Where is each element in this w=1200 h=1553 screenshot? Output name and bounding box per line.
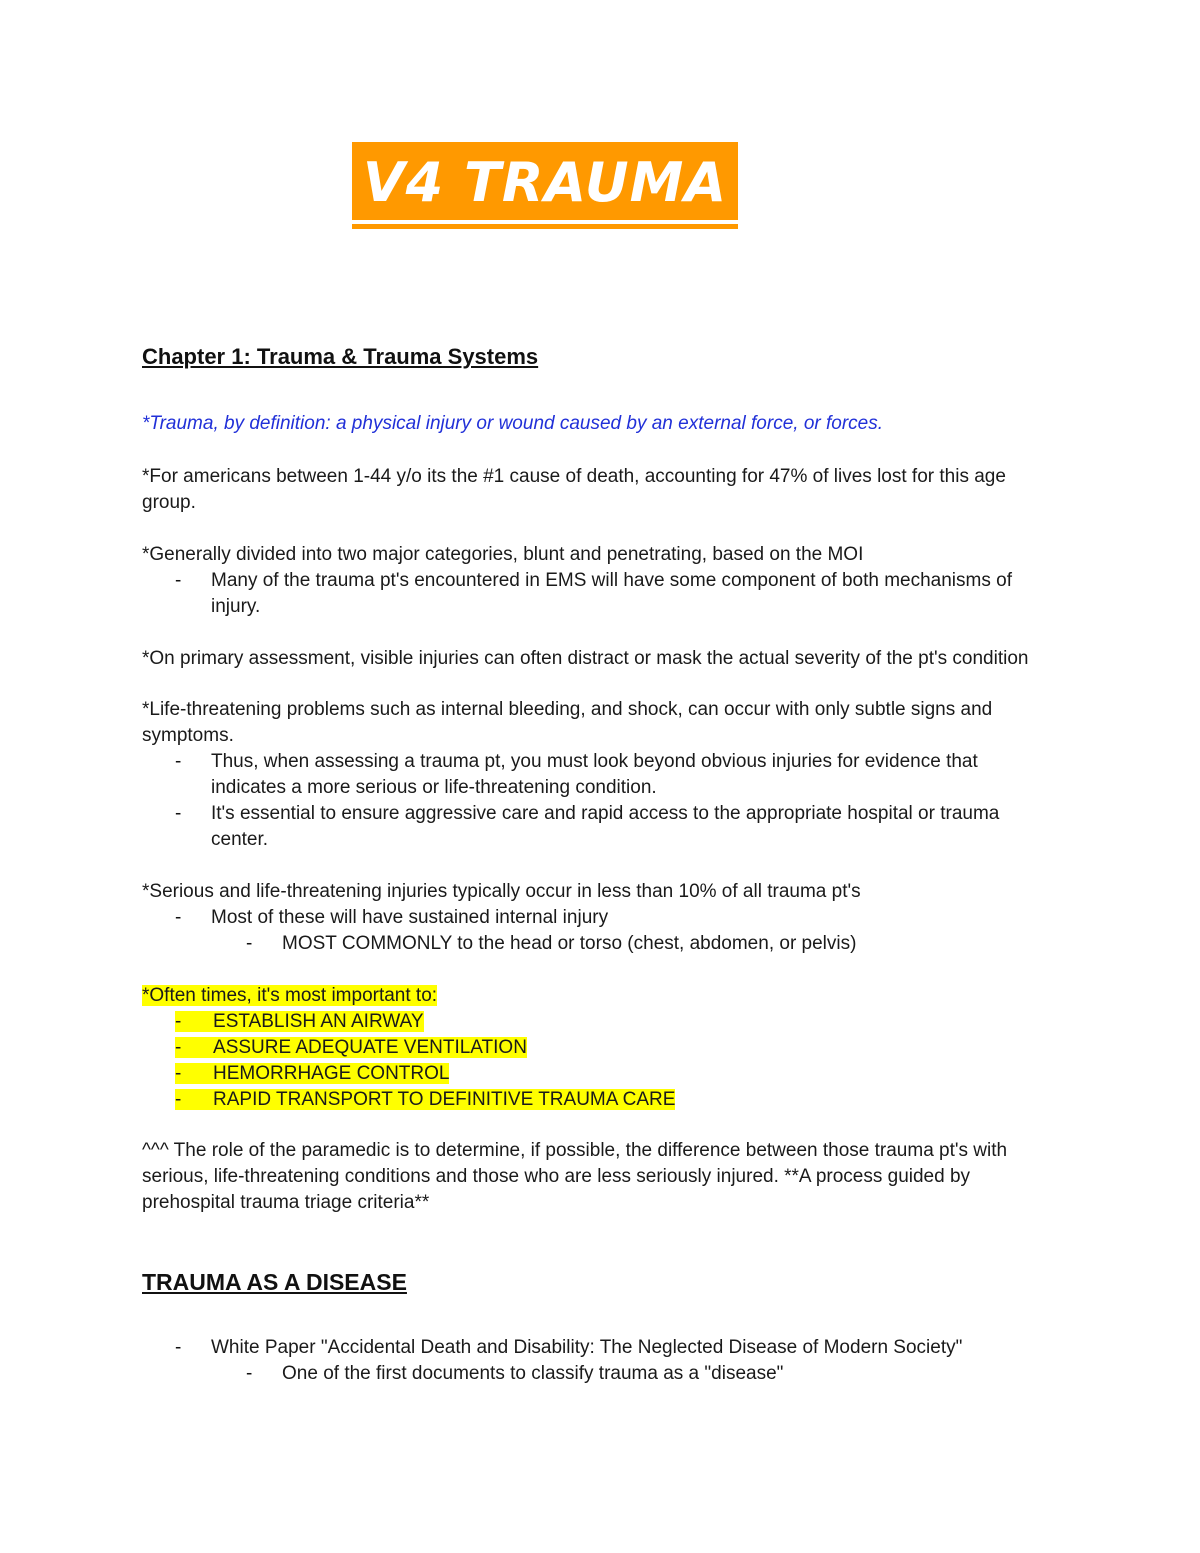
paragraph-line: serious, life-threatening conditions and those who are less seriously injured. **A process guided by xyxy=(142,1166,971,1187)
bullet-text: White Paper "Accidental Death and Disability: The Neglected Disease of Modern Society" xyxy=(211,1337,963,1358)
highlighted-dash: - xyxy=(175,1011,213,1032)
highlighted-list-item xyxy=(175,1087,675,1113)
paragraph-line: *Generally divided into two major categories, blunt and penetrating, based on the MOI xyxy=(142,544,864,565)
paragraph-line: *Life-threatening problems such as internal bleeding, and shock, can occur with only subtle signs and xyxy=(142,699,993,720)
document-title-banner xyxy=(352,142,738,230)
trauma-definition: *Trauma, by definition: a physical injury or wound caused by an external force, or forces. xyxy=(142,413,884,434)
bullet-text: Thus, when assessing a trauma pt, you must look beyond obvious injuries for evidence that xyxy=(211,751,978,772)
highlighted-dash: - xyxy=(175,1089,213,1110)
highlighted-intro xyxy=(142,983,437,1009)
bullet-text: Most of these will have sustained internal injury xyxy=(211,907,609,928)
sub-bullet-text: One of the first documents to classify trauma as a "disease" xyxy=(282,1363,784,1384)
sub-bullet-text: MOST COMMONLY to the head or torso (chest, abdomen, or pelvis) xyxy=(282,933,857,954)
bullet-dash: - xyxy=(175,907,182,928)
bullet-text: Many of the trauma pt's encountered in EMS will have some component of both mechanisms of xyxy=(211,570,1012,591)
bullet-dash: - xyxy=(175,751,182,772)
title-underline xyxy=(352,224,738,229)
section-heading: TRAUMA AS A DISEASE xyxy=(142,1269,407,1295)
paragraph-line: symptoms. xyxy=(142,725,234,746)
chapter-heading: Chapter 1: Trauma & Trauma Systems xyxy=(142,344,539,369)
highlighted-list-item xyxy=(175,1009,424,1035)
paragraph-line: group. xyxy=(142,492,196,513)
bullet-text: injury. xyxy=(211,596,261,617)
highlighted-text: ASSURE ADEQUATE VENTILATION xyxy=(213,1037,527,1058)
highlighted-text: *Often times, it's most important to: xyxy=(142,985,438,1006)
bullet-text: center. xyxy=(211,829,269,850)
highlighted-list-item xyxy=(175,1061,449,1087)
bullet-text: indicates a more serious or life-threatening condition. xyxy=(211,777,657,798)
bullet-dash: - xyxy=(175,803,182,824)
highlighted-dash: - xyxy=(175,1037,213,1058)
bullet-dash: - xyxy=(175,570,182,591)
document-title: V4 TRAUMA xyxy=(362,151,728,214)
highlighted-text: RAPID TRANSPORT TO DEFINITIVE TRAUMA CARE xyxy=(213,1089,676,1110)
highlighted-text: HEMORRHAGE CONTROL xyxy=(213,1063,450,1084)
paragraph-line: prehospital trauma triage criteria** xyxy=(142,1192,430,1213)
paragraph-line: ^^^ The role of the paramedic is to determine, if possible, the difference between those trauma pt's with xyxy=(142,1140,1008,1161)
paragraph-line: *For americans between 1-44 y/o its the #1 cause of death, accounting for 47% of lives lost for this age xyxy=(142,466,1006,487)
bullet-dash: - xyxy=(246,933,253,954)
highlighted-text: ESTABLISH AN AIRWAY xyxy=(213,1011,424,1032)
paragraph-line: *On primary assessment, visible injuries can often distract or mask the actual severity of the pt's condition xyxy=(142,648,1029,669)
bullet-dash: - xyxy=(175,1337,182,1358)
highlighted-list-item xyxy=(175,1035,527,1061)
bullet-dash: - xyxy=(246,1363,253,1384)
paragraph-line: *Serious and life-threatening injuries typically occur in less than 10% of all trauma pt's xyxy=(142,881,861,902)
bullet-text: It's essential to ensure aggressive care and rapid access to the appropriate hospital or trauma xyxy=(211,803,1000,824)
highlighted-dash: - xyxy=(175,1063,213,1084)
